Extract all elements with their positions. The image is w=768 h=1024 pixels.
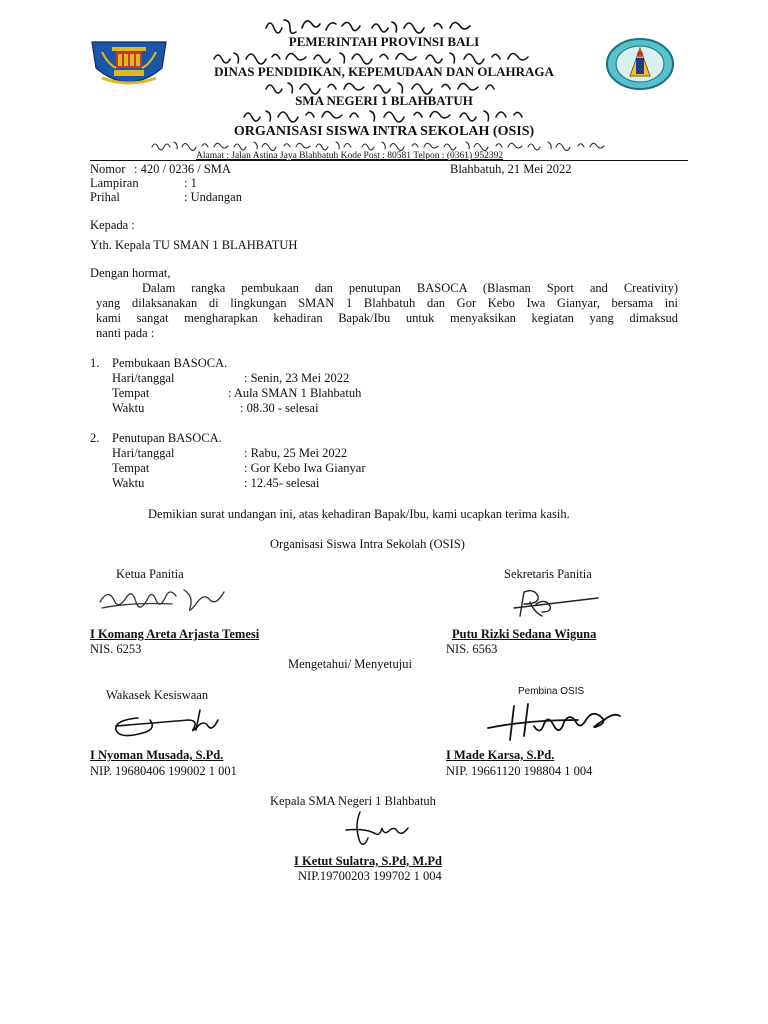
wakasek-id: NIP. 19680406 199002 1 001 [90, 764, 237, 778]
event-title: Penutupan BASOCA. [112, 431, 222, 445]
event-date-value: : Rabu, 25 Mei 2022 [244, 446, 348, 460]
ketua-title: Ketua Panitia [116, 567, 184, 581]
prihal-value: : Undangan [184, 190, 242, 204]
pembina-title: Pembina OSIS [518, 686, 585, 697]
pembina-id: NIP. 19661120 198804 1 004 [446, 764, 593, 778]
event-time-label: Waktu [112, 476, 145, 490]
pembina-name: I Made Karsa, S.Pd. [446, 748, 555, 762]
sekretaris-signature [500, 586, 600, 622]
prihal-label: Prihal [90, 190, 120, 204]
ketua-name: I Komang Areta Arjasta Temesi [90, 627, 260, 641]
school-address: Alamat : Jalan Astina Jaya Blahbatuh Kode Post : 80581 Telpon : (0361) 952392 [196, 151, 504, 161]
event-place-value: : Aula SMAN 1 Blahbatuh [228, 386, 362, 400]
sekretaris-name: Putu Rizki Sedana Wiguna [452, 627, 597, 641]
sekretaris-id: NIS. 6563 [446, 642, 498, 656]
nomor-label: Nomor [90, 162, 126, 176]
greeting: Dengan hormat, [90, 266, 171, 280]
body-paragraph-line: nanti pada : [96, 326, 155, 340]
kepala-title: Kepala SMA Negeri 1 Blahbatuh [270, 794, 436, 808]
event-time-value: : 08.30 - selesai [240, 401, 319, 415]
event-time-value: : 12.45- selesai [244, 476, 320, 490]
government-heading: PEMERINTAH PROVINSI BALI [288, 34, 480, 49]
recipient-name: Yth. Kepala TU SMAN 1 BLAHBATUH [90, 238, 298, 252]
closing-sentence: Demikian surat undangan ini, atas kehadiran Bapak/Ibu, kami ucapkan terima kasih. [148, 507, 570, 521]
event-title: Pembukaan BASOCA. [112, 356, 228, 370]
place-date: Blahbatuh, 21 Mei 2022 [450, 162, 572, 176]
wakasek-title: Wakasek Kesiswaan [106, 688, 209, 702]
department-heading: DINAS PENDIDIKAN, KEPEMUDAAN DAN OLAHRAGA [214, 64, 554, 79]
event-number: 1. [90, 356, 100, 370]
balinese-script-line [262, 14, 480, 36]
letterhead-divider [90, 160, 688, 161]
balinese-script-line [240, 106, 532, 124]
event-date-label: Hari/tanggal [112, 446, 175, 460]
lampiran-value: : 1 [184, 176, 197, 190]
event-date-label: Hari/tanggal [112, 371, 175, 385]
nomor-value: : 420 / 0236 / SMA [134, 162, 231, 176]
kepala-signature [340, 808, 416, 850]
body-paragraph-line: yang dilaksanakan di lingkungan SMAN 1 Blahbatuh dan Gor Kebo Iwa Gianyar, bersama ini [96, 296, 678, 310]
wakasek-signature [108, 704, 228, 746]
sekretaris-title: Sekretaris Panitia [504, 567, 592, 581]
osis-heading: ORGANISASI SISWA INTRA SEKOLAH (OSIS) [233, 124, 535, 139]
body-paragraph-line: Dalam rangka pembukaan dan penutupan BASOCA (Blasman Sport and Creativity) [142, 281, 678, 295]
event-number: 2. [90, 431, 100, 445]
pembina-signature [484, 700, 644, 746]
event-place-value: : Gor Kebo Iwa Gianyar [244, 461, 366, 475]
wakasek-name: I Nyoman Musada, S.Pd. [90, 748, 224, 762]
ketua-id: NIS. 6253 [90, 642, 142, 656]
kepala-name: I Ketut Sulatra, S.Pd, M.Pd [294, 854, 442, 868]
event-date-value: : Senin, 23 Mei 2022 [244, 371, 350, 385]
body-paragraph-line: kami sangat mengharapkan kehadiran Bapak/Ibu untuk menyaksikan kegiatan yang dimaksud [96, 311, 678, 325]
event-place-label: Tempat [112, 461, 150, 475]
event-place-label: Tempat [112, 386, 150, 400]
lampiran-label: Lampiran [90, 176, 139, 190]
kepala-id: NIP.19700203 199702 1 004 [298, 869, 442, 883]
balinese-script-line [150, 138, 620, 152]
event-time-label: Waktu [112, 401, 145, 415]
ketua-signature [94, 580, 238, 620]
recipient-kepada: Kepada : [90, 218, 135, 232]
organization-name: Organisasi Siswa Intra Sekolah (OSIS) [270, 537, 465, 551]
school-heading: SMA NEGERI 1 BLAHBATUH [295, 93, 473, 108]
approval-label: Mengetahui/ Menyetujui [288, 657, 412, 671]
